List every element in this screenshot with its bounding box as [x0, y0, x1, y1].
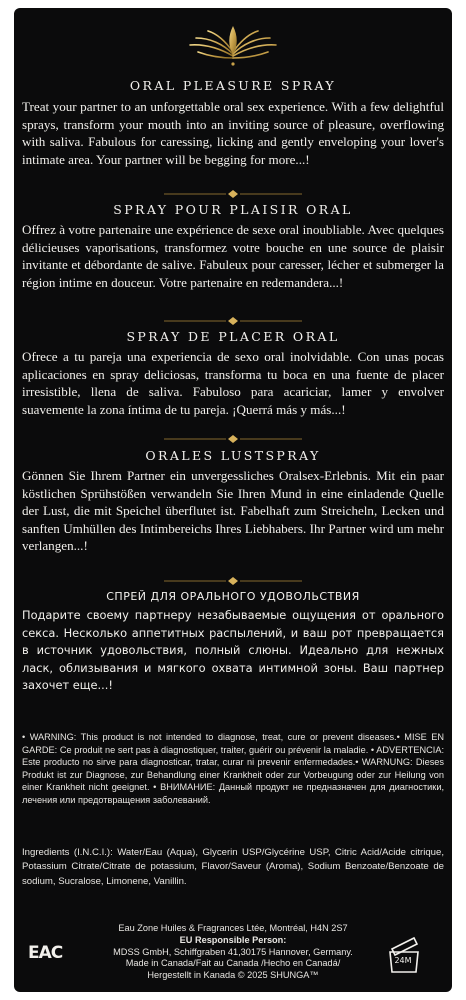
eu-responsible-address: MDSS GmbH, Schiffgraben 41,30175 Hannover, Germany. — [113, 946, 353, 957]
section-title-fr: SPRAY POUR PLAISIR ORAL — [113, 202, 353, 217]
ingredients-text: Ingredients (I.N.C.I.): Water/Eau (Aqua), Glycerin USP/Glycérine USP, Citric Acid/Acide citrique, Potassium Citrate/Citrate de potassium, Flavor/Saveur (Aroma), Sodium Benzoate/Benzoate de sodium, Sucralose, Limonene, Vanillin. — [22, 847, 444, 887]
manufacturer-info — [74, 923, 392, 982]
section-body-es: Ofrece a tu pareja una experiencia de sexo oral inolvidable. Con unas pocas aplicaciones en spray deliciosas, transforma tu boca en una fuente de placer irresistible, llena de saliva. Fabuloso para acariciar, lamer y envolver suavemente la zona íntima de tu pareja. ¡Querrá más y más...! — [22, 349, 444, 417]
section-body-fr: Offrez à votre partenaire une expérience de sexe oral inoubliable. Avec quelques délicieuses vaporisations, transformez votre bouche en une source de plaisir invitante et débordante de salive. Fabuleux pour caresser, lécher et submerger la région intime en douceur. Votre partenaire en redemandera...! — [22, 222, 444, 290]
section-body-ru: Подарите своему партнеру незабываемые ощущения от орального секса. Несколько аппетитных распылений, и ваш рот превращается в источник удовольствия, полный слюны. Идеально для нежных ласк, облизывания и мягкого охвата интимной зоны. Ваш партнер захочет еще...! — [22, 608, 444, 693]
gold-diamond-divider-icon — [14, 577, 452, 585]
gold-diamond-divider-icon — [14, 317, 452, 325]
manufacturer-line: Eau Zone Huiles & Fragrances Ltée, Montréal, H4N 2S7 — [118, 923, 348, 933]
gold-diamond-divider-icon — [14, 435, 452, 443]
eac-mark: EAC — [28, 943, 63, 963]
section-title-de: ORALES LUSTSPRAY — [145, 448, 321, 463]
gold-diamond-divider-icon — [14, 190, 452, 198]
open-jar-icon — [382, 932, 426, 976]
origin-line: Made in Canada/Fait au Canada /Hecho en Canadá/ — [125, 958, 341, 969]
eu-responsible-label: EU Responsible Person: — [179, 934, 287, 945]
section-title-ru: СПРЕЙ ДЛЯ ОРАЛЬНОГО УДОВОЛЬСТВИЯ — [106, 590, 360, 603]
section-title-en: ORAL PLEASURE SPRAY — [129, 78, 337, 93]
copyright-line: Hergestellt in Kanada © 2025 SHUNGA™ — [147, 970, 319, 981]
pao-label: 24M — [394, 956, 412, 965]
section-body-en: Treat your partner to an unforgettable oral sex experience. With a few delightful sprays, transform your mouth into an inviting source of pleasure, overflowing with saliva. Fabulous for caressing, licking and gently enveloping your lover's intimate area. Your partner will be begging for more...! — [22, 99, 444, 167]
section-title-es: SPRAY DE PLACER ORAL — [126, 329, 340, 344]
warning-text: • WARNING: This product is not intended to diagnose, treat, cure or prevent diseases.• MISE EN GARDE: Ce produit ne sert pas à diagnostiquer, traiter, guérir ou prévenir la maladie. • ADVERTENCIA: Este producto no sirve para diagnosticar, tratar, curar ni prevenir enfermedades.• WARNUNG: Dieses Produkt ist zur Diagnose, zur Behandlung einer Krankheit oder zur Vorbeugung oder zur Heilung von einer Krankheit nicht geeignet. • ВНИМАНИЕ: Данный продукт не предназначен для диагностики, лечения или предотвращения заболеваний. — [22, 732, 444, 805]
section-body-de: Gönnen Sie Ihrem Partner ein unvergessliches Oralsex-Erlebnis. Mit ein paar köstlichen Sprühstößen verwandeln Sie Ihren Mund in eine einladende Quelle der Lust, die mit Speichel überflutet ist. Fabelhaft zum Streicheln, Lecken und sanften Umhüllen des Intimbereichs Ihres Liebhabers. Ihr Partner wird um mehr verlangen...! — [22, 468, 444, 554]
product-label-panel — [14, 8, 452, 992]
gold-lotus-ornament-icon — [14, 14, 452, 76]
